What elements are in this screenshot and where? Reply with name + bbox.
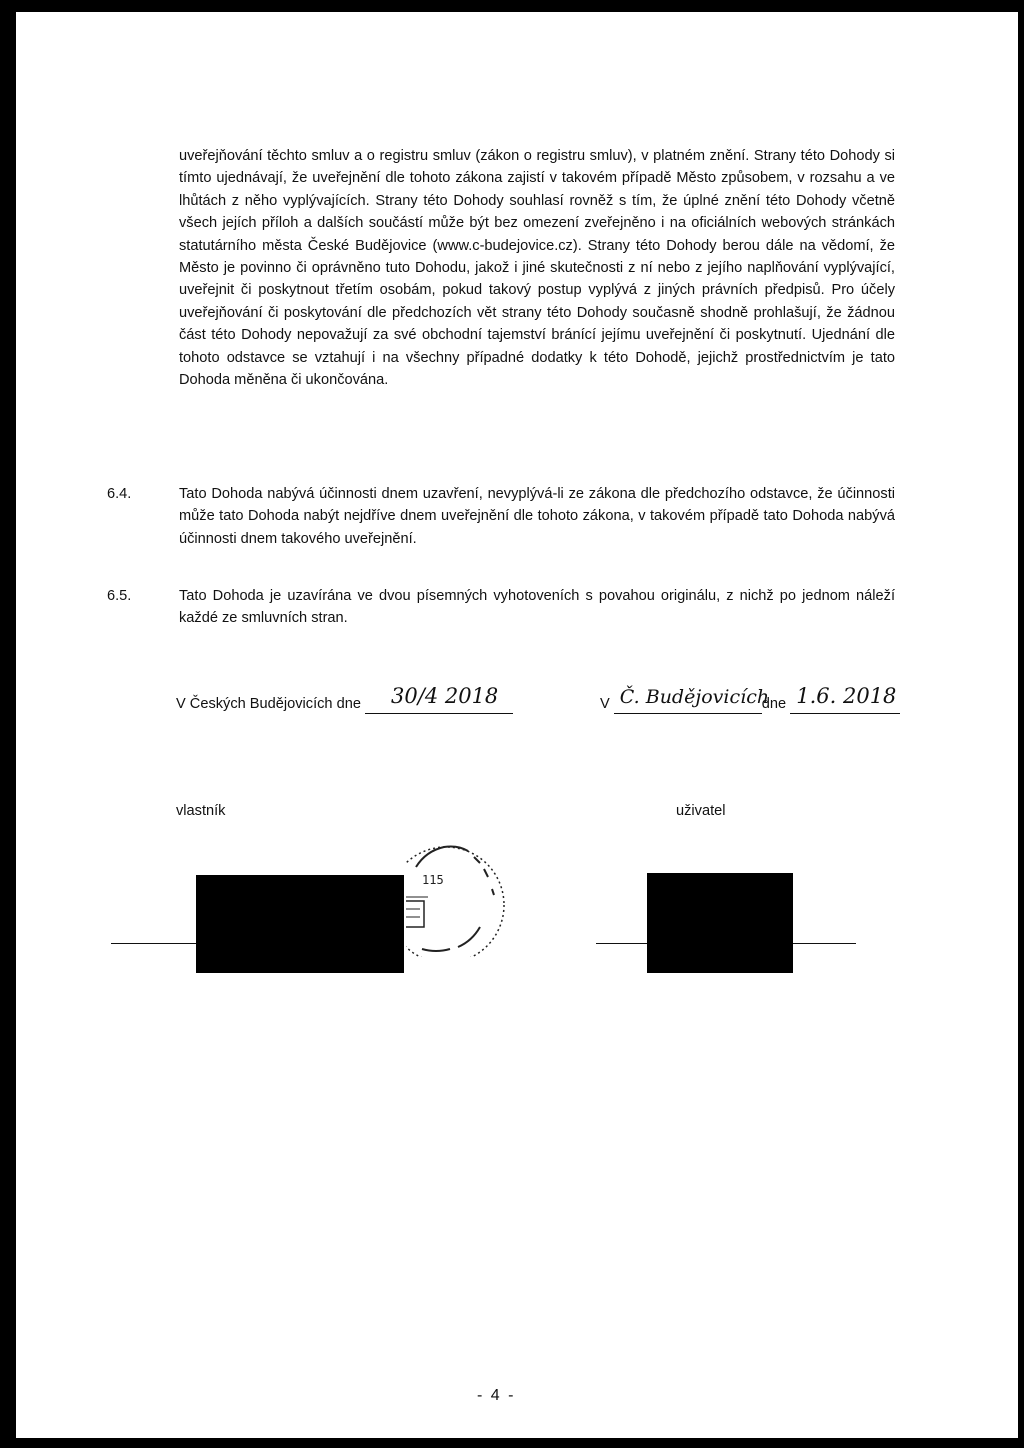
role-label-owner: vlastník — [176, 803, 226, 819]
place-prefix: V — [600, 696, 610, 712]
date-label: dne — [761, 696, 787, 712]
clause-number: 6.5. — [107, 588, 132, 604]
handwritten-date: 1.6. 2018 — [796, 684, 897, 708]
signature-place-date-user — [600, 684, 900, 714]
redacted-signature-owner — [196, 875, 404, 973]
page-number: - 4 - — [477, 1387, 516, 1404]
document-page — [16, 12, 1018, 1438]
signature-place-date-owner — [176, 684, 513, 714]
handwritten-place-blank — [614, 686, 770, 714]
redacted-signature-user — [647, 873, 793, 973]
seal-number: 115 — [422, 873, 444, 887]
clause-number: 6.4. — [107, 486, 132, 502]
clause-text: Tato Dohoda je uzavírána ve dvou písemných vyhotoveních s povahou originálu, z nichž po jednom náleží každé ze smluvních stran. — [179, 588, 895, 627]
handwritten-date-blank — [790, 684, 900, 714]
city-seal-stamp — [406, 837, 536, 957]
handwritten-date: 30/4 2018 — [391, 684, 499, 708]
place-prefix: V Českých Budějovicích dne — [176, 696, 361, 712]
handwritten-date-blank — [365, 684, 513, 714]
role-label-user: uživatel — [676, 803, 726, 819]
clause-text: Tato Dohoda nabývá účinnosti dnem uzavření, nevyplývá-li ze zákona dle předchozího odstavce, že účinnosti může tato Dohoda nabýt nejdříve dnem uveřejnění dle tohoto zákona, v takovém případě tato Dohoda nabývá účinnosti dnem takového uveřejnění. — [179, 486, 895, 547]
paragraph-publication-terms: uveřejňování těchto smluv a o registru smluv (zákon o registru smluv), v platném znění. Strany této Dohody si tímto ujednávají, že uveřejnění dle tohoto zákona zajistí v takovém případě Město způsobem, v rozsahu a ve lhůtách z něho vyplývajících. Strany této Dohody souhlasí rovněž s tím, že úplné znění této Dohody včetně všech jejích příloh a dalších součástí může být bez omezení zveřejněno i na oficiálních webových stránkách statutárního města České Budějovice (www.c-budejovice.cz). Strany této Dohody berou dále na vědomí, že Město je povinno či oprávněno tuto Dohodu, jakož i jiné skutečnosti z ní nebo z jejího naplňování vyplývající, uveřejnit či poskytnout třetím osobám, pokud takový postup vyplývá z jiných právních předpisů. Pro účely uveřejňování či poskytování dle předchozích vět strany této Dohody současně shodně prohlašují, že žádnou část této Dohody nepovažují za své obchodní tajemství bránící jejímu uveřejnění či poskytnutí. Ujednání dle tohoto odstavce se vztahují i na všechny případné dodatky k této Dohodě, jejichž prostřednictvím je tato Dohoda měněna či ukončována. — [179, 148, 895, 389]
handwritten-place: Č. Budějovicích — [619, 686, 770, 708]
